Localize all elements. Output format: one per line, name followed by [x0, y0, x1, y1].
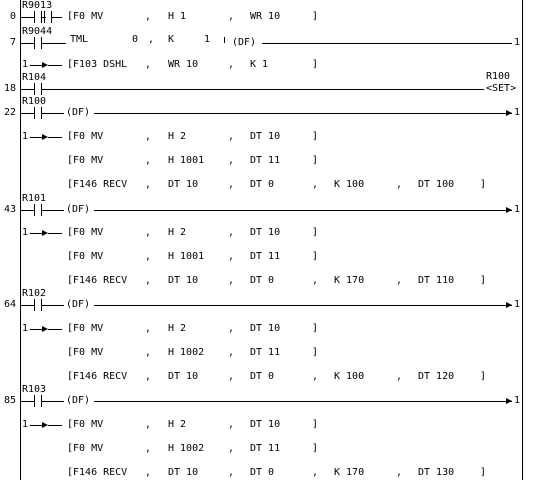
instruction-token: ,	[228, 155, 235, 166]
instruction-token: ]	[312, 155, 319, 166]
contact-label: R102	[22, 288, 47, 299]
output-label: 1	[514, 107, 521, 118]
contact-label: R103	[22, 384, 47, 395]
instruction-token: [F0 MV	[67, 227, 104, 238]
instruction-token: DT 11	[250, 251, 281, 262]
instruction-token: WR 10	[250, 11, 281, 22]
instruction-token: ]	[480, 467, 487, 478]
instruction-token: ,	[145, 11, 152, 22]
wire-vertical	[224, 37, 225, 43]
instruction-token: H 2	[168, 323, 187, 334]
instruction-token: [F146 RECV	[67, 179, 128, 190]
instruction-token: ,	[228, 131, 235, 142]
instruction-token: ,	[228, 443, 235, 454]
instruction-token: [F0 MV	[67, 443, 104, 454]
instruction-token: DT 10	[250, 323, 281, 334]
df-instruction: (DF)	[66, 204, 91, 215]
instruction-token: DT 0	[250, 467, 275, 478]
wire	[46, 305, 64, 306]
wire	[30, 65, 42, 66]
instruction-token: ,	[228, 371, 235, 382]
wire	[48, 425, 62, 426]
instruction-token: ]	[312, 443, 319, 454]
contact-symbol[interactable]	[34, 395, 42, 407]
instruction-token: DT 130	[418, 467, 455, 478]
instruction-token: K 170	[334, 467, 365, 478]
instruction-token: ,	[312, 467, 319, 478]
step-number: 64	[3, 299, 16, 310]
wire	[48, 329, 62, 330]
instruction-token: DT 11	[250, 347, 281, 358]
wire	[262, 43, 512, 44]
instruction-token: ,	[228, 179, 235, 190]
instruction-token: [F0 MV	[67, 323, 104, 334]
instruction-token: ,	[145, 251, 152, 262]
instruction-token: ,	[145, 131, 152, 142]
instruction-token: ]	[312, 251, 319, 262]
wire	[20, 89, 34, 90]
instruction-token: ,	[312, 371, 319, 382]
instruction-token: ,	[228, 419, 235, 430]
instruction-token: DT 110	[418, 275, 455, 286]
instruction-token: ,	[145, 467, 152, 478]
step-number: 43	[3, 204, 16, 215]
contact-label: R100	[22, 96, 47, 107]
wire	[94, 401, 512, 402]
instruction-token: DT 120	[418, 371, 455, 382]
instruction-token: DT 0	[250, 179, 275, 190]
wire	[20, 401, 34, 402]
branch-label: 1	[22, 131, 29, 142]
instruction-token: ,	[145, 155, 152, 166]
instruction-token: ,	[228, 227, 235, 238]
instruction-token: H 1001	[168, 155, 205, 166]
instruction-token: ,	[228, 275, 235, 286]
instruction-token: [F103 DSHL	[67, 59, 128, 70]
instruction-token: DT 0	[250, 371, 275, 382]
instruction-token: DT 10	[250, 131, 281, 142]
df-instruction: (DF)	[66, 395, 91, 406]
contact-symbol[interactable]	[34, 107, 42, 119]
coil-label: R100	[486, 71, 511, 82]
branch-label: 1	[22, 323, 29, 334]
contact-symbol[interactable]	[44, 11, 52, 23]
timer-value: 0	[132, 34, 139, 45]
instruction-token: ,	[228, 467, 235, 478]
wire	[46, 401, 64, 402]
contact-label: R9013	[22, 0, 53, 11]
wire	[94, 113, 512, 114]
wire	[46, 43, 66, 44]
instruction-token: ,	[312, 275, 319, 286]
contact-symbol[interactable]	[34, 83, 42, 95]
instruction-token: ]	[480, 179, 487, 190]
instruction-token: [F0 MV	[67, 251, 104, 262]
instruction-token: ]	[312, 59, 319, 70]
arrow-icon	[506, 398, 512, 404]
right-power-rail	[522, 0, 523, 480]
instruction-token: ]	[312, 419, 319, 430]
df-instruction: (DF)	[66, 107, 91, 118]
wire	[30, 329, 42, 330]
instruction-token: [F0 MV	[67, 155, 104, 166]
instruction-token: ]	[480, 275, 487, 286]
arrow-icon	[506, 207, 512, 213]
wire	[46, 210, 64, 211]
instruction-token: DT 11	[250, 155, 281, 166]
contact-symbol[interactable]	[34, 204, 42, 216]
wire	[48, 233, 62, 234]
wire	[52, 17, 62, 18]
instruction-token: H 1001	[168, 251, 205, 262]
instruction-token: [F0 MV	[67, 11, 104, 22]
set-coil: <SET>	[486, 83, 517, 94]
instruction-token: H 2	[168, 227, 187, 238]
step-number: 0	[9, 11, 16, 22]
instruction-token: ,	[145, 227, 152, 238]
df-instruction: (DF)	[232, 37, 257, 48]
step-number: 22	[3, 107, 16, 118]
wire	[20, 210, 34, 211]
instruction-token: K 100	[334, 179, 365, 190]
contact-label: R101	[22, 193, 47, 204]
instruction-token: ,	[396, 371, 403, 382]
instruction-token: H 2	[168, 419, 187, 430]
instruction-token: [F146 RECV	[67, 467, 128, 478]
instruction-token: DT 11	[250, 443, 281, 454]
instruction-token: ]	[480, 371, 487, 382]
wire	[20, 17, 34, 18]
df-instruction: (DF)	[66, 299, 91, 310]
wire	[94, 210, 512, 211]
wire	[48, 137, 62, 138]
wire	[20, 113, 34, 114]
instruction-token: [F0 MV	[67, 131, 104, 142]
instruction-token: ]	[312, 131, 319, 142]
instruction-token: DT 10	[168, 179, 199, 190]
instruction-token: DT 0	[250, 275, 275, 286]
wire	[30, 425, 42, 426]
wire	[46, 89, 484, 90]
instruction-token: WR 10	[168, 59, 199, 70]
wire	[46, 113, 64, 114]
instruction-token: [F146 RECV	[67, 371, 128, 382]
branch-label: 1	[22, 419, 29, 430]
timer-const: 1	[204, 34, 211, 45]
instruction-token: ]	[312, 323, 319, 334]
instruction-token: ,	[145, 419, 152, 430]
instruction-token: ]	[312, 227, 319, 238]
instruction-token: K 1	[250, 59, 269, 70]
instruction-token: ,	[396, 467, 403, 478]
instruction-token: ,	[145, 323, 152, 334]
step-number: 85	[3, 395, 16, 406]
instruction-token: K 100	[334, 371, 365, 382]
contact-symbol[interactable]	[34, 11, 42, 23]
instruction-token: K 170	[334, 275, 365, 286]
branch-label: 1	[22, 59, 29, 70]
wire	[30, 137, 42, 138]
instruction-token: [F0 MV	[67, 347, 104, 358]
step-number: 18	[3, 83, 16, 94]
instruction-token: DT 10	[168, 467, 199, 478]
instruction-token: ,	[312, 179, 319, 190]
instruction-token: H 2	[168, 131, 187, 142]
instruction-token: ]	[312, 347, 319, 358]
instruction-token: ,	[396, 179, 403, 190]
instruction-token: ]	[312, 11, 319, 22]
instruction-token: DT 10	[250, 419, 281, 430]
arrow-icon	[506, 110, 512, 116]
instruction-token: [F146 RECV	[67, 275, 128, 286]
instruction-token: ,	[396, 275, 403, 286]
output-label: 1	[514, 204, 521, 215]
instruction-token: ,	[145, 59, 152, 70]
instruction-token: DT 10	[168, 371, 199, 382]
instruction-token: ,	[145, 371, 152, 382]
wire	[30, 233, 42, 234]
step-number: 7	[9, 37, 16, 48]
contact-symbol[interactable]	[34, 299, 42, 311]
contact-label: R9044	[22, 26, 53, 37]
timer-sep: ,	[148, 34, 155, 45]
wire	[20, 43, 34, 44]
contact-symbol[interactable]	[34, 37, 42, 49]
contact-label: R104	[22, 72, 47, 83]
wire	[94, 305, 512, 306]
instruction-token: DT 10	[168, 275, 199, 286]
instruction-token: H 1	[168, 11, 187, 22]
timer-label: TML	[70, 34, 89, 45]
timer-k: K	[168, 34, 175, 45]
instruction-token: DT 100	[418, 179, 455, 190]
instruction-token: ,	[228, 347, 235, 358]
output-label: 1	[514, 395, 521, 406]
arrow-icon	[506, 302, 512, 308]
instruction-token: ,	[228, 251, 235, 262]
instruction-token: DT 10	[250, 227, 281, 238]
instruction-token: ,	[145, 179, 152, 190]
wire	[20, 305, 34, 306]
instruction-token: [F0 MV	[67, 419, 104, 430]
output-label: 1	[514, 37, 521, 48]
instruction-token: ,	[228, 323, 235, 334]
instruction-token: ,	[145, 443, 152, 454]
output-label: 1	[514, 299, 521, 310]
branch-label: 1	[22, 227, 29, 238]
instruction-token: ,	[228, 11, 235, 22]
instruction-token: H 1002	[168, 347, 205, 358]
instruction-token: H 1002	[168, 443, 205, 454]
instruction-token: ,	[228, 59, 235, 70]
instruction-token: ,	[145, 347, 152, 358]
instruction-token: ,	[145, 275, 152, 286]
wire	[48, 65, 62, 66]
left-power-rail	[20, 0, 21, 480]
